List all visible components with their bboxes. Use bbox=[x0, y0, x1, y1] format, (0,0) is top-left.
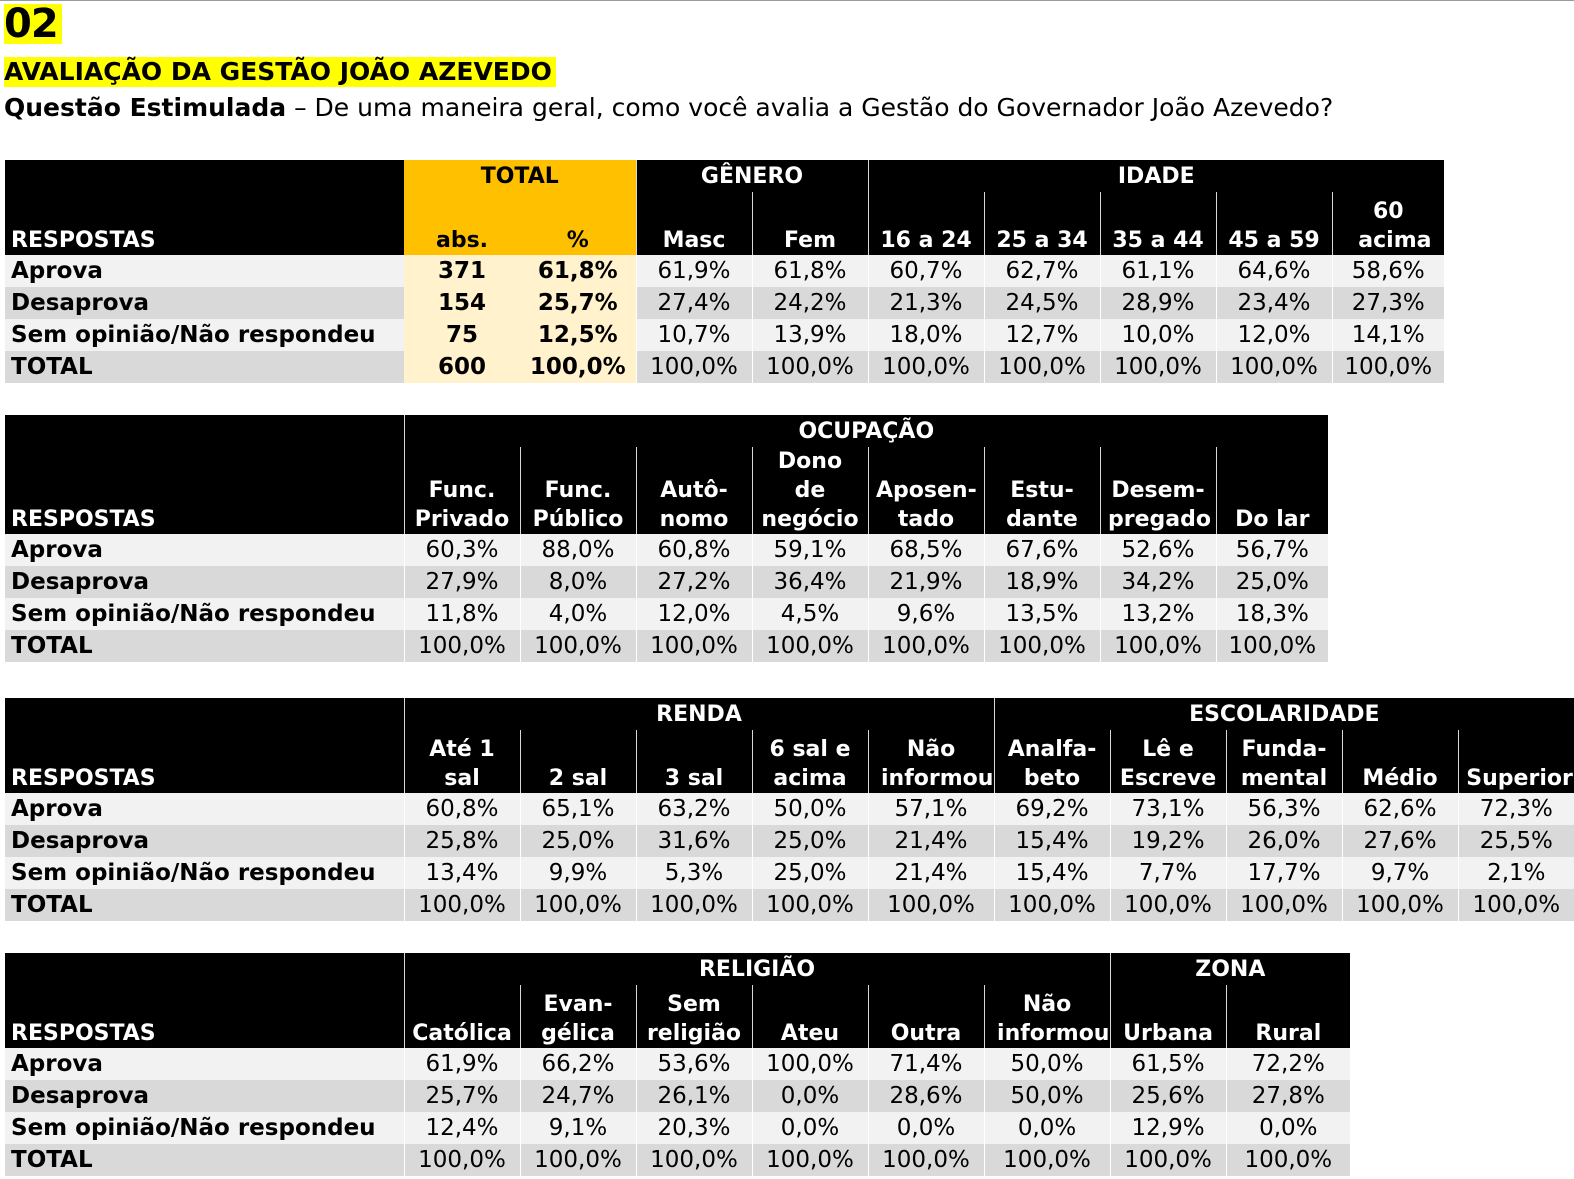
col-header-text: Outra bbox=[890, 1021, 962, 1046]
value-cell: 100,0% bbox=[1110, 889, 1226, 921]
value-cell: 27,3% bbox=[1332, 287, 1444, 319]
value-cell: 100,0% bbox=[868, 1144, 984, 1176]
value-cell: 25,0% bbox=[1216, 566, 1328, 598]
value-cell: 100,0% bbox=[636, 630, 752, 662]
value-cell: 0,0% bbox=[752, 1112, 868, 1144]
value-cell: 100,0% bbox=[636, 351, 752, 383]
value-cell: 0,0% bbox=[752, 1080, 868, 1112]
value-cell: 61,9% bbox=[636, 255, 752, 287]
value-cell: 65,1% bbox=[520, 793, 636, 825]
group-header-escolaridade: ESCOLARIDADE bbox=[994, 698, 1574, 730]
col-header bbox=[1458, 730, 1574, 793]
value-cell: 100,0% bbox=[520, 1144, 636, 1176]
value-cell: 52,6% bbox=[1100, 534, 1216, 566]
value-cell: 100,0% bbox=[1332, 351, 1444, 383]
value-cell: 61,8% bbox=[752, 255, 868, 287]
col-header bbox=[636, 985, 752, 1048]
value-cell: 27,6% bbox=[1342, 825, 1458, 857]
value-cell: 61,9% bbox=[404, 1048, 520, 1080]
col-header-pct: % bbox=[520, 192, 636, 255]
value-cell: 100,0% bbox=[994, 889, 1110, 921]
col-header-text: Católica bbox=[412, 1021, 512, 1046]
col-header: 35 a 44 bbox=[1100, 192, 1216, 255]
table-row bbox=[5, 1112, 1350, 1144]
col-header bbox=[868, 985, 984, 1048]
value-cell: 11,8% bbox=[404, 598, 520, 630]
value-cell: 0,0% bbox=[868, 1112, 984, 1144]
col-header-text: 2 sal bbox=[548, 766, 608, 791]
table-row bbox=[5, 889, 1574, 921]
value-cell: 9,9% bbox=[520, 857, 636, 889]
col-header-text: Analfa- beto bbox=[1007, 737, 1097, 791]
value-cell: 100,0% bbox=[1100, 351, 1216, 383]
value-cell: 9,1% bbox=[520, 1112, 636, 1144]
value-cell: 26,0% bbox=[1226, 825, 1342, 857]
value-cell: 100,0% bbox=[1216, 630, 1328, 662]
value-cell: 28,9% bbox=[1100, 287, 1216, 319]
col-header-text: Desem- pregado bbox=[1108, 478, 1211, 532]
table-row bbox=[5, 857, 1574, 889]
value-cell: 60,3% bbox=[404, 534, 520, 566]
col-header-text: 60 acima bbox=[1358, 199, 1432, 253]
value-cell: 13,5% bbox=[984, 598, 1100, 630]
col-header bbox=[1342, 730, 1458, 793]
value-cell: 21,3% bbox=[868, 287, 984, 319]
value-cell: 58,6% bbox=[1332, 255, 1444, 287]
col-header bbox=[1226, 730, 1342, 793]
table-row bbox=[5, 1144, 1350, 1176]
col-header bbox=[520, 447, 636, 534]
value-cell: 88,0% bbox=[520, 534, 636, 566]
value-cell: 100,0% bbox=[1100, 630, 1216, 662]
table-religiao-zona bbox=[5, 953, 1350, 1176]
col-header-text: Ateu bbox=[780, 1021, 840, 1046]
col-header bbox=[868, 447, 984, 534]
value-cell: 25,0% bbox=[752, 857, 868, 889]
table-row bbox=[5, 255, 1444, 287]
value-cell: 13,2% bbox=[1100, 598, 1216, 630]
value-cell: 100,0% bbox=[404, 1144, 520, 1176]
value-cell: 100,0% bbox=[752, 630, 868, 662]
row-label: Aprova bbox=[5, 534, 404, 566]
value-cell: 100,0% bbox=[636, 889, 752, 921]
total-abs-cell: 75 bbox=[404, 319, 520, 351]
value-cell: 23,4% bbox=[1216, 287, 1332, 319]
value-cell: 25,6% bbox=[1110, 1080, 1226, 1112]
value-cell: 63,2% bbox=[636, 793, 752, 825]
col-header: 45 a 59 bbox=[1216, 192, 1332, 255]
col-header bbox=[984, 447, 1100, 534]
row-label: TOTAL bbox=[5, 630, 404, 662]
value-cell: 7,7% bbox=[1110, 857, 1226, 889]
value-cell: 13,9% bbox=[752, 319, 868, 351]
value-cell: 8,0% bbox=[520, 566, 636, 598]
value-cell: 21,4% bbox=[868, 857, 994, 889]
value-cell: 12,0% bbox=[1216, 319, 1332, 351]
col-header bbox=[404, 730, 520, 793]
table-row bbox=[5, 1080, 1350, 1112]
col-header bbox=[404, 447, 520, 534]
value-cell: 71,4% bbox=[868, 1048, 984, 1080]
value-cell: 17,7% bbox=[1226, 857, 1342, 889]
value-cell: 4,0% bbox=[520, 598, 636, 630]
row-label: TOTAL bbox=[5, 889, 404, 921]
group-header-zona: ZONA bbox=[1110, 953, 1350, 985]
value-cell: 100,0% bbox=[404, 630, 520, 662]
value-cell: 62,6% bbox=[1342, 793, 1458, 825]
value-cell: 100,0% bbox=[1110, 1144, 1226, 1176]
value-cell: 72,2% bbox=[1226, 1048, 1350, 1080]
col-header bbox=[868, 730, 994, 793]
col-header-text: Evan- gélica bbox=[541, 992, 615, 1046]
section-title: AVALIAÇÃO DA GESTÃO JOÃO AZEVEDO bbox=[4, 57, 556, 87]
row-label: Sem opinião/Não respondeu bbox=[5, 319, 404, 351]
table-row bbox=[5, 598, 1328, 630]
value-cell: 24,7% bbox=[520, 1080, 636, 1112]
col-header: 16 a 24 bbox=[868, 192, 984, 255]
col-header-text: Médio bbox=[1362, 766, 1438, 791]
value-cell: 100,0% bbox=[1226, 889, 1342, 921]
total-abs-cell: 600 bbox=[404, 351, 520, 383]
col-header bbox=[1110, 985, 1226, 1048]
table-genero-idade bbox=[5, 160, 1444, 383]
value-cell: 18,0% bbox=[868, 319, 984, 351]
row-label: Aprova bbox=[5, 1048, 404, 1080]
group-header-total: TOTAL bbox=[404, 160, 636, 192]
col-header-text: Dono de negócio bbox=[761, 449, 859, 532]
table-row bbox=[5, 793, 1574, 825]
row-header: RESPOSTAS bbox=[5, 953, 404, 1048]
table-row bbox=[5, 287, 1444, 319]
value-cell: 9,7% bbox=[1342, 857, 1458, 889]
value-cell: 18,9% bbox=[984, 566, 1100, 598]
value-cell: 100,0% bbox=[984, 351, 1100, 383]
col-header-text: Não informou bbox=[997, 992, 1110, 1046]
value-cell: 10,7% bbox=[636, 319, 752, 351]
value-cell: 18,3% bbox=[1216, 598, 1328, 630]
col-header bbox=[752, 985, 868, 1048]
value-cell: 27,2% bbox=[636, 566, 752, 598]
question-line bbox=[4, 92, 1333, 124]
value-cell: 26,1% bbox=[636, 1080, 752, 1112]
value-cell: 60,7% bbox=[868, 255, 984, 287]
value-cell: 60,8% bbox=[404, 793, 520, 825]
row-label: TOTAL bbox=[5, 351, 404, 383]
row-label: Aprova bbox=[5, 255, 404, 287]
value-cell: 100,0% bbox=[636, 1144, 752, 1176]
total-abs-cell: 371 bbox=[404, 255, 520, 287]
value-cell: 50,0% bbox=[984, 1048, 1110, 1080]
col-header-text: Func. Público bbox=[532, 478, 624, 532]
value-cell: 25,0% bbox=[752, 825, 868, 857]
value-cell: 25,5% bbox=[1458, 825, 1574, 857]
section-number: 02 bbox=[4, 4, 62, 44]
value-cell: 14,1% bbox=[1332, 319, 1444, 351]
value-cell: 12,0% bbox=[636, 598, 752, 630]
value-cell: 15,4% bbox=[994, 857, 1110, 889]
value-cell: 25,0% bbox=[520, 825, 636, 857]
col-header bbox=[1226, 985, 1350, 1048]
col-header bbox=[520, 730, 636, 793]
col-header bbox=[636, 447, 752, 534]
total-pct-cell: 100,0% bbox=[520, 351, 636, 383]
value-cell: 100,0% bbox=[868, 889, 994, 921]
value-cell: 100,0% bbox=[1342, 889, 1458, 921]
value-cell: 56,7% bbox=[1216, 534, 1328, 566]
value-cell: 27,4% bbox=[636, 287, 752, 319]
value-cell: 100,0% bbox=[520, 630, 636, 662]
col-header-text: Não informou bbox=[881, 737, 994, 791]
value-cell: 9,6% bbox=[868, 598, 984, 630]
value-cell: 12,7% bbox=[984, 319, 1100, 351]
value-cell: 68,5% bbox=[868, 534, 984, 566]
value-cell: 31,6% bbox=[636, 825, 752, 857]
table-row bbox=[5, 534, 1328, 566]
col-header-text: Superior bbox=[1466, 766, 1573, 791]
row-label: Sem opinião/Não respondeu bbox=[5, 1112, 404, 1144]
total-abs-cell: 154 bbox=[404, 287, 520, 319]
total-pct-cell: 12,5% bbox=[520, 319, 636, 351]
table-renda-escolaridade bbox=[5, 698, 1574, 921]
group-header-renda: RENDA bbox=[404, 698, 994, 730]
table-ocupacao bbox=[5, 415, 1328, 662]
col-header-abs: abs. bbox=[404, 192, 520, 255]
row-label: TOTAL bbox=[5, 1144, 404, 1176]
value-cell: 59,1% bbox=[752, 534, 868, 566]
table-body bbox=[5, 793, 1574, 921]
value-cell: 53,6% bbox=[636, 1048, 752, 1080]
value-cell: 56,3% bbox=[1226, 793, 1342, 825]
value-cell: 4,5% bbox=[752, 598, 868, 630]
value-cell: 67,6% bbox=[984, 534, 1100, 566]
question-label: Questão Estimulada bbox=[4, 93, 287, 122]
value-cell: 60,8% bbox=[636, 534, 752, 566]
col-header bbox=[994, 730, 1110, 793]
row-label: Desaprova bbox=[5, 825, 404, 857]
col-header-text: Até 1 sal bbox=[429, 737, 495, 791]
col-header-text: Estu- dante bbox=[1006, 478, 1078, 532]
col-header bbox=[984, 985, 1110, 1048]
col-header-text: 6 sal e acima bbox=[769, 737, 851, 791]
value-cell: 100,0% bbox=[868, 351, 984, 383]
value-cell: 100,0% bbox=[752, 1144, 868, 1176]
row-label: Sem opinião/Não respondeu bbox=[5, 857, 404, 889]
value-cell: 57,1% bbox=[868, 793, 994, 825]
row-label: Desaprova bbox=[5, 566, 404, 598]
value-cell: 61,5% bbox=[1110, 1048, 1226, 1080]
value-cell: 19,2% bbox=[1110, 825, 1226, 857]
group-header-religiao: RELIGIÃO bbox=[404, 953, 1110, 985]
table-row bbox=[5, 825, 1574, 857]
value-cell: 21,9% bbox=[868, 566, 984, 598]
table-body bbox=[5, 1048, 1350, 1176]
value-cell: 100,0% bbox=[752, 351, 868, 383]
col-header: Masc bbox=[636, 192, 752, 255]
value-cell: 12,9% bbox=[1110, 1112, 1226, 1144]
value-cell: 69,2% bbox=[994, 793, 1110, 825]
value-cell: 100,0% bbox=[1458, 889, 1574, 921]
group-header-idade: IDADE bbox=[868, 160, 1444, 192]
row-label: Desaprova bbox=[5, 287, 404, 319]
value-cell: 13,4% bbox=[404, 857, 520, 889]
col-header bbox=[752, 730, 868, 793]
value-cell: 27,8% bbox=[1226, 1080, 1350, 1112]
col-header-text: Autô- nomo bbox=[659, 478, 729, 532]
value-cell: 100,0% bbox=[1226, 1144, 1350, 1176]
value-cell: 100,0% bbox=[752, 1048, 868, 1080]
col-header bbox=[404, 985, 520, 1048]
table-row bbox=[5, 566, 1328, 598]
col-header bbox=[752, 447, 868, 534]
value-cell: 100,0% bbox=[404, 889, 520, 921]
row-header: RESPOSTAS bbox=[5, 160, 404, 255]
value-cell: 72,3% bbox=[1458, 793, 1574, 825]
col-header-text: Do lar bbox=[1235, 507, 1310, 532]
col-header-text: Func. Privado bbox=[414, 478, 510, 532]
col-header bbox=[520, 985, 636, 1048]
value-cell: 100,0% bbox=[752, 889, 868, 921]
value-cell: 100,0% bbox=[984, 630, 1100, 662]
col-header-text: Sem religião bbox=[646, 992, 742, 1046]
row-header: RESPOSTAS bbox=[5, 415, 404, 534]
value-cell: 28,6% bbox=[868, 1080, 984, 1112]
value-cell: 64,6% bbox=[1216, 255, 1332, 287]
col-header bbox=[1216, 447, 1328, 534]
total-pct-cell: 25,7% bbox=[520, 287, 636, 319]
col-header-text: Urbana bbox=[1123, 1021, 1213, 1046]
table-body bbox=[5, 255, 1444, 383]
row-label: Aprova bbox=[5, 793, 404, 825]
value-cell: 27,9% bbox=[404, 566, 520, 598]
value-cell: 25,8% bbox=[404, 825, 520, 857]
col-header: 25 a 34 bbox=[984, 192, 1100, 255]
value-cell: 15,4% bbox=[994, 825, 1110, 857]
row-header: RESPOSTAS bbox=[5, 698, 404, 793]
value-cell: 2,1% bbox=[1458, 857, 1574, 889]
row-label: Sem opinião/Não respondeu bbox=[5, 598, 404, 630]
table-row bbox=[5, 351, 1444, 383]
col-header: Fem bbox=[752, 192, 868, 255]
value-cell: 5,3% bbox=[636, 857, 752, 889]
value-cell: 62,7% bbox=[984, 255, 1100, 287]
value-cell: 0,0% bbox=[984, 1112, 1110, 1144]
table-row bbox=[5, 319, 1444, 351]
value-cell: 100,0% bbox=[984, 1144, 1110, 1176]
table-body bbox=[5, 534, 1328, 662]
col-header bbox=[1332, 192, 1444, 255]
value-cell: 21,4% bbox=[868, 825, 994, 857]
value-cell: 24,5% bbox=[984, 287, 1100, 319]
value-cell: 50,0% bbox=[984, 1080, 1110, 1112]
value-cell: 73,1% bbox=[1110, 793, 1226, 825]
top-rule bbox=[0, 0, 1574, 1]
value-cell: 25,7% bbox=[404, 1080, 520, 1112]
value-cell: 61,1% bbox=[1100, 255, 1216, 287]
col-header bbox=[1110, 730, 1226, 793]
value-cell: 100,0% bbox=[520, 889, 636, 921]
col-header-text: 3 sal bbox=[664, 766, 724, 791]
group-header-ocupacao: OCUPAÇÃO bbox=[404, 415, 1328, 447]
col-header bbox=[1100, 447, 1216, 534]
col-header-text: Lê e Escreve bbox=[1119, 737, 1217, 791]
question-text: – De uma maneira geral, como você avalia a Gestão do Governador João Azevedo? bbox=[286, 93, 1334, 122]
col-header bbox=[636, 730, 752, 793]
group-header-genero: GÊNERO bbox=[636, 160, 868, 192]
value-cell: 36,4% bbox=[752, 566, 868, 598]
value-cell: 12,4% bbox=[404, 1112, 520, 1144]
total-pct-cell: 61,8% bbox=[520, 255, 636, 287]
value-cell: 100,0% bbox=[868, 630, 984, 662]
value-cell: 66,2% bbox=[520, 1048, 636, 1080]
table-row bbox=[5, 1048, 1350, 1080]
row-label: Desaprova bbox=[5, 1080, 404, 1112]
col-header-text: Aposen- tado bbox=[876, 478, 977, 532]
value-cell: 34,2% bbox=[1100, 566, 1216, 598]
value-cell: 0,0% bbox=[1226, 1112, 1350, 1144]
value-cell: 20,3% bbox=[636, 1112, 752, 1144]
col-header-text: Funda- mental bbox=[1240, 737, 1328, 791]
value-cell: 24,2% bbox=[752, 287, 868, 319]
col-header-text: Rural bbox=[1255, 1021, 1322, 1046]
value-cell: 50,0% bbox=[752, 793, 868, 825]
value-cell: 10,0% bbox=[1100, 319, 1216, 351]
value-cell: 100,0% bbox=[1216, 351, 1332, 383]
table-row bbox=[5, 630, 1328, 662]
